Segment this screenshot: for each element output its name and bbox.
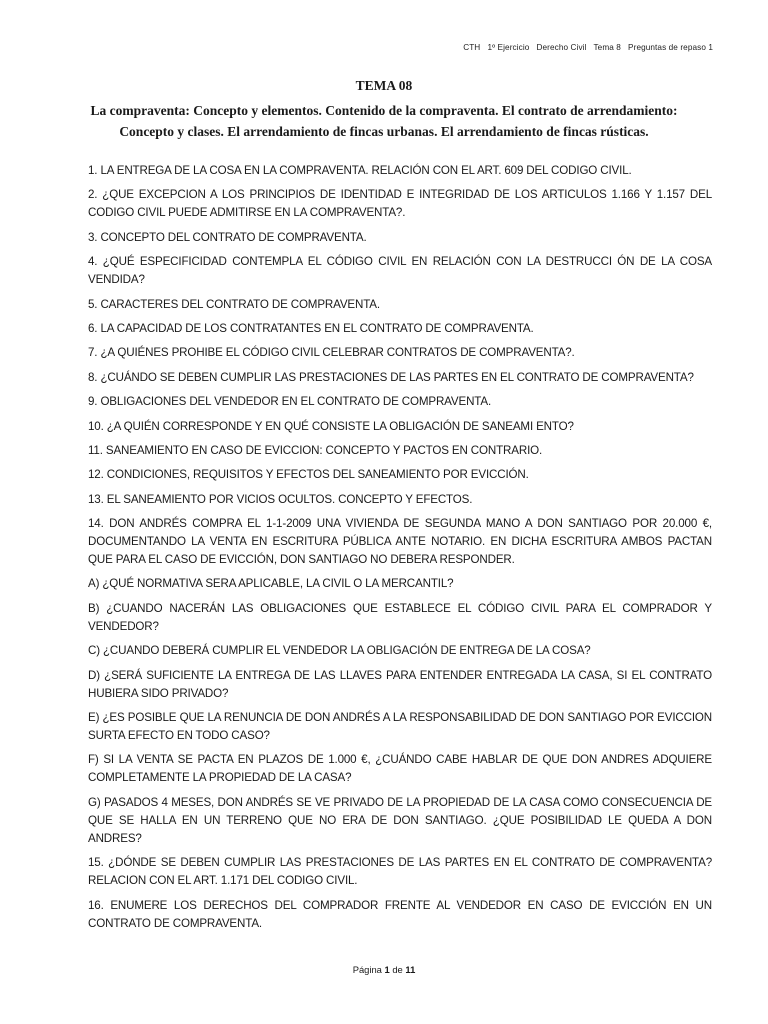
question-item: 10. ¿A QUIÉN CORRESPONDE Y EN QUÉ CONSISTE LA OBLIGACIÓN DE SANEAMI ENTO? bbox=[88, 419, 574, 433]
sub-question-item: A) ¿QUÉ NORMATIVA SERA APLICABLE, LA CIVIL O LA MERCANTIL? bbox=[88, 577, 454, 591]
question-item: 1. LA ENTREGA DE LA COSA EN LA COMPRAVENTA. RELACIÓN CON EL ART. 609 DEL CODIGO CIVIL. bbox=[88, 164, 632, 177]
sub-question-item: C) ¿CUANDO DEBERÁ CUMPLIR EL VENDEDOR LA OBLIGACIÓN DE ENTREGA DE LA COSA? bbox=[88, 644, 591, 658]
question-item: 2. ¿QUE EXCEPCION A LOS PRINCIPIOS DE IDENTIDAD E INTEGRIDAD DE LOS ARTICULOS 1.166 Y 1.157 DEL CODIGO CIVIL PUEDE ADMITIRSE EN LA COMPRAVENTA?. bbox=[88, 188, 712, 220]
of-label: de bbox=[392, 964, 403, 975]
question-item: 14. DON ANDRÉS COMPRA EL 1-1-2009 UNA VIVIENDA DE SEGUNDA MANO A DON SANTIAGO POR 20.000 €, DOCUMENTANDO LA VENTA EN ESCRITURA PÚBLICA ANTE NOTARIO. EN DICHA ESCRITURA AMBOS PACTAN QUE PARA EL CASO DE EVICCIÓN, DON SANTIAGO NO DEBERA RESPONDER. bbox=[88, 517, 712, 567]
page-footer bbox=[0, 964, 768, 975]
question-item: 8. ¿CUÁNDO SE DEBEN CUMPLIR LAS PRESTACIONES DE LAS PARTES EN EL CONTRATO DE COMPRAVENTA? bbox=[88, 370, 694, 384]
question-list bbox=[88, 162, 712, 939]
question-item: 9. OBLIGACIONES DEL VENDEDOR EN EL CONTRATO DE COMPRAVENTA. bbox=[88, 395, 492, 409]
question-item: 7. ¿A QUIÉNES PROHIBE EL CÓDIGO CIVIL CELEBRAR CONTRATOS DE COMPRAVENTA?. bbox=[88, 346, 575, 360]
sub-question-item: G) PASADOS 4 MESES, DON ANDRÉS SE VE PRIVADO DE LA PROPIEDAD DE LA CASA COMO CONSECUENCIA DE QUE SE HALLA EN UN TERRENO QUE NO ERA DE DON SANTIAGO. ¿QUE POSIBILIDAD LE QUEDA A DON ANDRES? bbox=[88, 795, 712, 845]
sub-question-item: D) ¿SERÁ SUFICIENTE LA ENTREGA DE LAS LLAVES PARA ENTENDER ENTREGADA LA CASA, SI EL CONTRATO HUBIERA SIDO PRIVADO? bbox=[88, 668, 712, 700]
question-item: 4. ¿QUÉ ESPECIFICIDAD CONTEMPLA EL CÓDIGO CIVIL EN RELACIÓN CON LA DESTRUCCI ÓN DE LA COSA VENDIDA? bbox=[88, 255, 712, 287]
question-item: 13. EL SANEAMIENTO POR VICIOS OCULTOS. CONCEPTO Y EFECTOS. bbox=[88, 492, 473, 506]
page-number: 1 bbox=[384, 964, 390, 975]
question-item: 5. CARACTERES DEL CONTRATO DE COMPRAVENTA. bbox=[88, 297, 380, 311]
question-item: 3. CONCEPTO DEL CONTRATO DE COMPRAVENTA. bbox=[88, 230, 367, 244]
sub-question-item: E) ¿ES POSIBLE QUE LA RENUNCIA DE DON ANDRÉS A LA RESPONSABILIDAD DE DON SANTIAGO POR EVICCION SURTA EFECTO EN TODO CASO? bbox=[88, 711, 712, 743]
document-subtitle: La compraventa: Concepto y elementos. Contenido de la compraventa. El contrato de arrendamiento: Concepto y clases. El arrendamiento de fincas urbanas. El arrendamiento de fincas rústicas. bbox=[90, 103, 678, 139]
question-item: 12. CONDICIONES, REQUISITOS Y EFECTOS DEL SANEAMIENTO POR EVICCIÓN. bbox=[88, 468, 529, 482]
document-title: TEMA 08 bbox=[355, 78, 413, 93]
page-label: Página bbox=[352, 964, 382, 975]
page-header: CTH 1º Ejercicio Derecho Civil Tema 8 Preguntas de repaso 1 bbox=[463, 43, 713, 52]
sub-question-item: B) ¿CUANDO NACERÁN LAS OBLIGACIONES QUE ESTABLECE EL CÓDIGO CIVIL PARA EL COMPRADOR Y VENDEDOR? bbox=[88, 601, 712, 633]
question-item: 11. SANEAMIENTO EN CASO DE EVICCION: CONCEPTO Y PACTOS EN CONTRARIO. bbox=[88, 443, 543, 457]
question-item: 15. ¿DÓNDE SE DEBEN CUMPLIR LAS PRESTACIONES DE LAS PARTES EN EL CONTRATO DE COMPRAVENTA? RELACION CON EL ART. 1.171 DEL CODIGO CIVIL. bbox=[88, 856, 712, 888]
total-pages: 11 bbox=[405, 964, 416, 975]
question-item: 6. LA CAPACIDAD DE LOS CONTRATANTES EN EL CONTRATO DE COMPRAVENTA. bbox=[88, 321, 534, 335]
question-item: 16. ENUMERE LOS DERECHOS DEL COMPRADOR FRENTE AL VENDEDOR EN CASO DE EVICCIÓN EN UN CONTRATO DE COMPRAVENTA. bbox=[88, 898, 712, 930]
sub-question-item: F) SI LA VENTA SE PACTA EN PLAZOS DE 1.000 €, ¿CUÁNDO CABE HABLAR DE QUE DON ANDRES ADQUIERE COMPLETAMENTE LA PROPIEDAD DE LA CASA? bbox=[88, 753, 712, 785]
